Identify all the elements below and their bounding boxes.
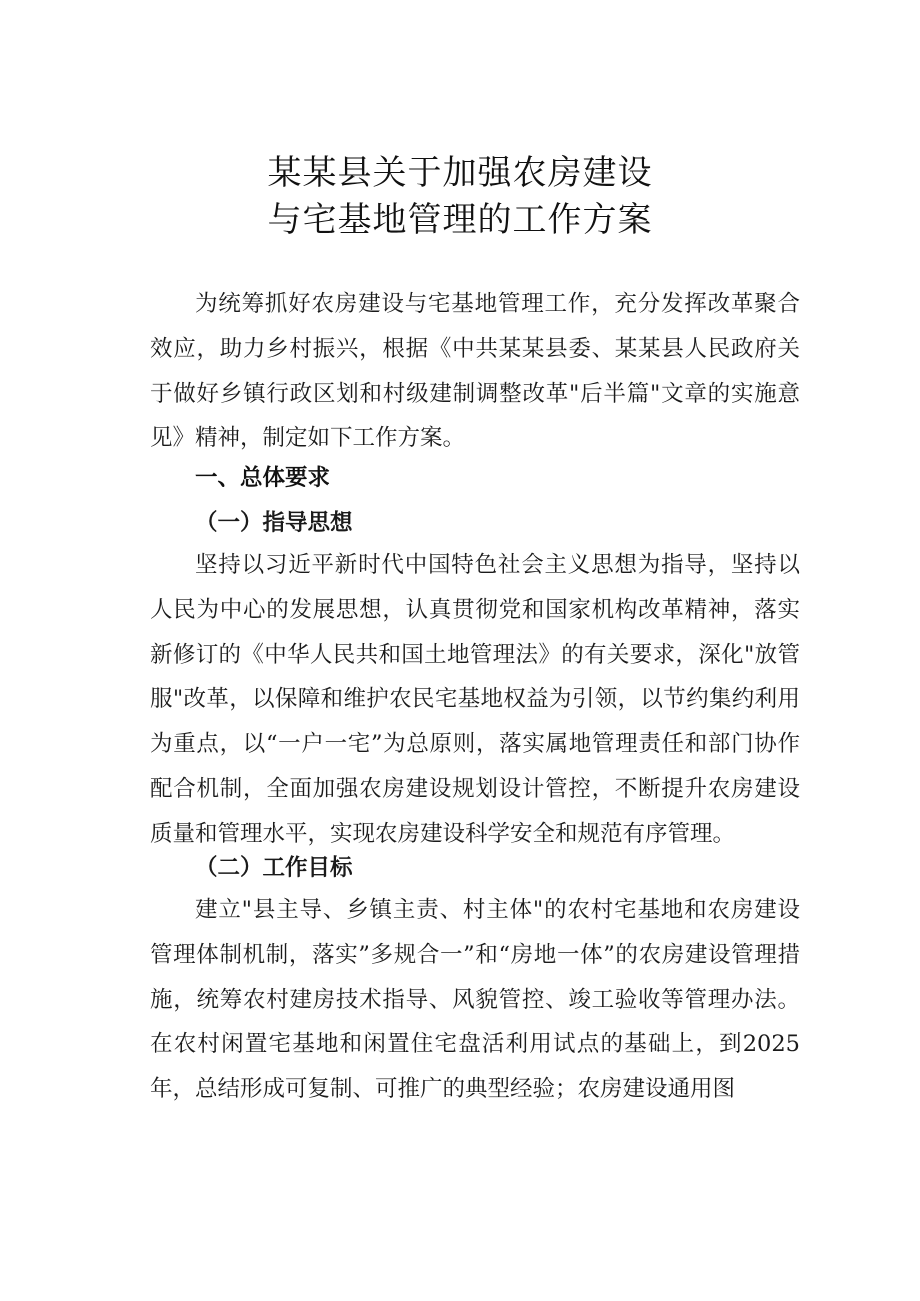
intro-paragraph: 为统筹抓好农房建设与宅基地管理工作，充分发挥改革聚合效应，助力乡村振兴，根据《中共某某县委、某某县人民政府关于做好乡镇行政区划和村级建制调整改革"后半篇"文章的实施意见》精神，制定如下工作方案。 [150,291,800,452]
document-title-line-1: 某某县关于加强农房建设 [267,153,653,193]
guiding-ideology-paragraph: 坚持以习近平新时代中国特色社会主义思想为指导，坚持以人民为中心的发展思想，认真贯彻党和国家机构改革精神，落实新修订的《中华人民共和国土地管理法》的有关要求，深化"放管服"改革，以保障和维护农民宅基地权益为引领，以节约集约利用为重点，以“一户一宅”为总原则，落实属地管理责任和部门协作配合机制，全面加强农房建设规划设计管控，不断提升农房建设质量和管理水平，实现农房建设科学安全和规范有序管理。 [150,552,800,847]
subsection-heading-work-goals: （二）工作目标 [195,855,353,881]
section-heading-general-requirements: 一、总体要求 [195,465,331,491]
work-goals-paragraph: 建立"县主导、乡镇主责、村主体"的农村宅基地和农房建设管理体制机制，落实”多规合一”和“房地一体”的农房建设管理措施，统筹农村建房技术指导、风貌管控、竣工验收等管理办法。在农村闲置宅基地和闲置住宅盘活利用试点的基础上，到2025年，总结形成可复制、可推广的典型经验；农房建设通用图 [150,897,800,1103]
document-title-line-2: 与宅基地管理的工作方案 [267,200,653,240]
subsection-heading-guiding-ideology: （一）指导思想 [195,510,353,536]
